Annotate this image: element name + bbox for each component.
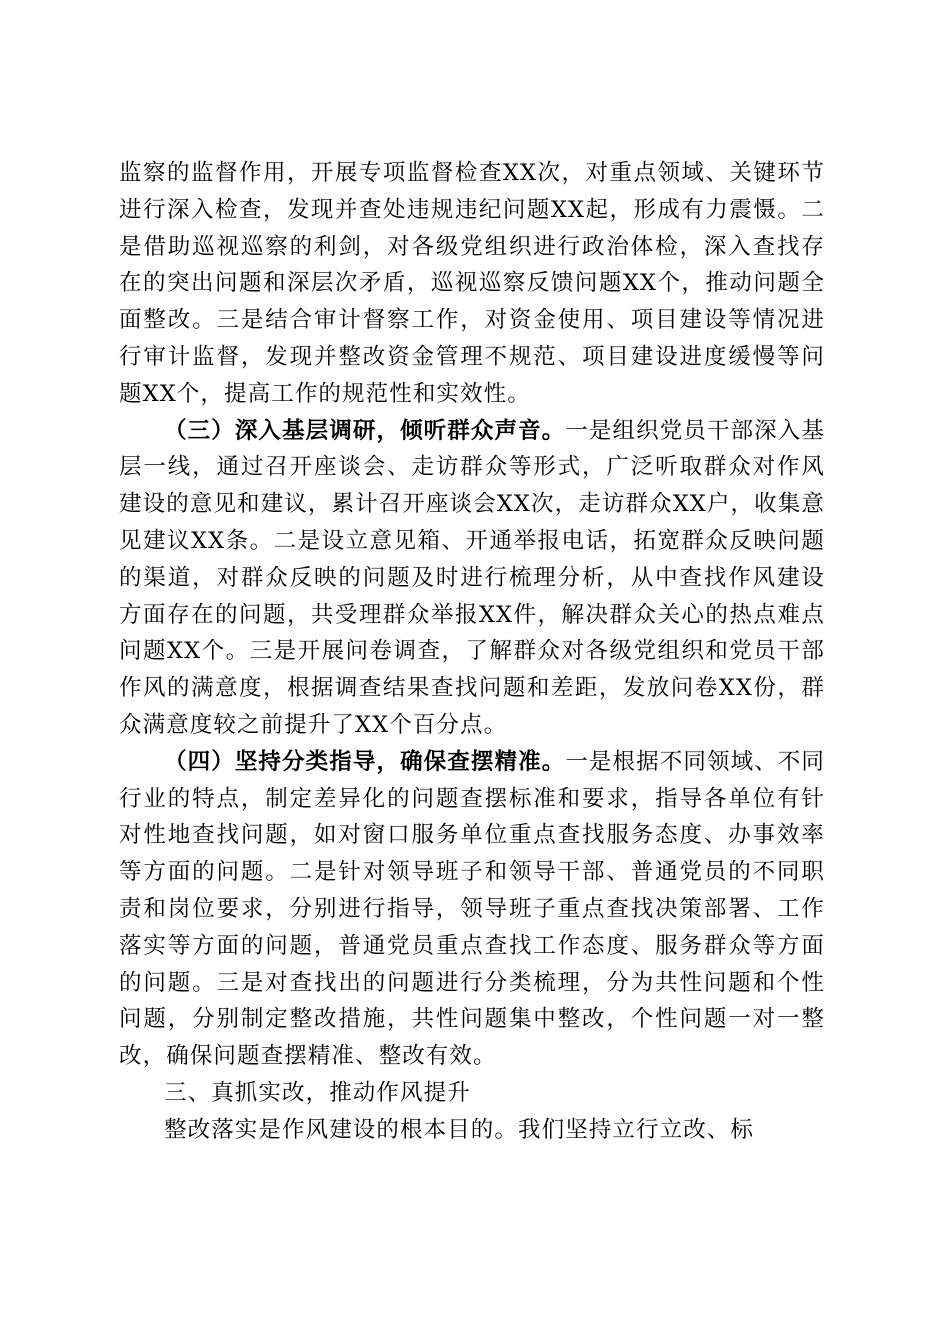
paragraph-lead-heading: （四）坚持分类指导，确保查摆精准。 [164,748,566,775]
paragraph-text: 一是组织党员干部深入基层一线，通过召开座谈会、走访群众等形式，广泛听取群众对作风建设的意见和建议，累计召开座谈会XX次，走访群众XX户，收集意见建议XX条。二是设立意见箱、开通举报电话，拓宽群众反映问题的渠道，对群众反映的问题及时进行梳理分析，从中查找作风建设方面存在的问题，共受理群众举报XX件，解决群众关心的热点难点问题XX个。三是开展问卷调查，了解群众对各级党组织和党员干部作风的满意度，根据调查结果查找问题和差距，发放问卷XX份，群众满意度较之前提升了XX个百分点。 [119,417,825,738]
paragraph-rectification-intro [119,1112,825,1149]
paragraph-text: 整改落实是作风建设的根本目的。我们坚持立行立改、标 [164,1116,755,1143]
section-heading: 三、真抓实改，推动作风提升 [164,1079,471,1106]
document-page [119,155,825,1149]
paragraph-text: 一是根据不同领域、不同行业的特点，制定差异化的问题查摆标准和要求，指导各单位有针对性地查找问题，如对窗口服务单位重点查找服务态度、办事效率等方面的问题。二是针对领导班子和领导干部、普通党员的不同职责和岗位要求，分别进行指导，领导班子重点查找决策部署、工作落实等方面的问题，普通党员重点查找工作态度、服务群众等方面的问题。三是对查找出的问题进行分类梳理，分为共性问题和个性问题，分别制定整改措施，共性问题集中整改，个性问题一对一整改，确保问题查摆精准、整改有效。 [119,748,825,1070]
paragraph-grassroots-research [119,413,825,744]
paragraph-supervision [119,155,825,413]
paragraph-text: 监察的监督作用，开展专项监督检查XX次，对重点领域、关键环节进行深入检查，发现并查处违规违纪问题XX起，形成有力震慑。二是借助巡视巡察的利剑，对各级党组织进行政治体检，深入查找存在的突出问题和深层次矛盾，巡视巡察反馈问题XX个，推动问题全面整改。三是结合审计督察工作，对资金使用、项目建设等情况进行审计监督，发现并整改资金管理不规范、项目建设进度缓慢等问题XX个，提高工作的规范性和实效性。 [119,160,825,407]
paragraph-classified-guidance [119,744,825,1075]
paragraph-lead-heading: （三）深入基层调研，倾听群众声音。 [164,417,566,444]
